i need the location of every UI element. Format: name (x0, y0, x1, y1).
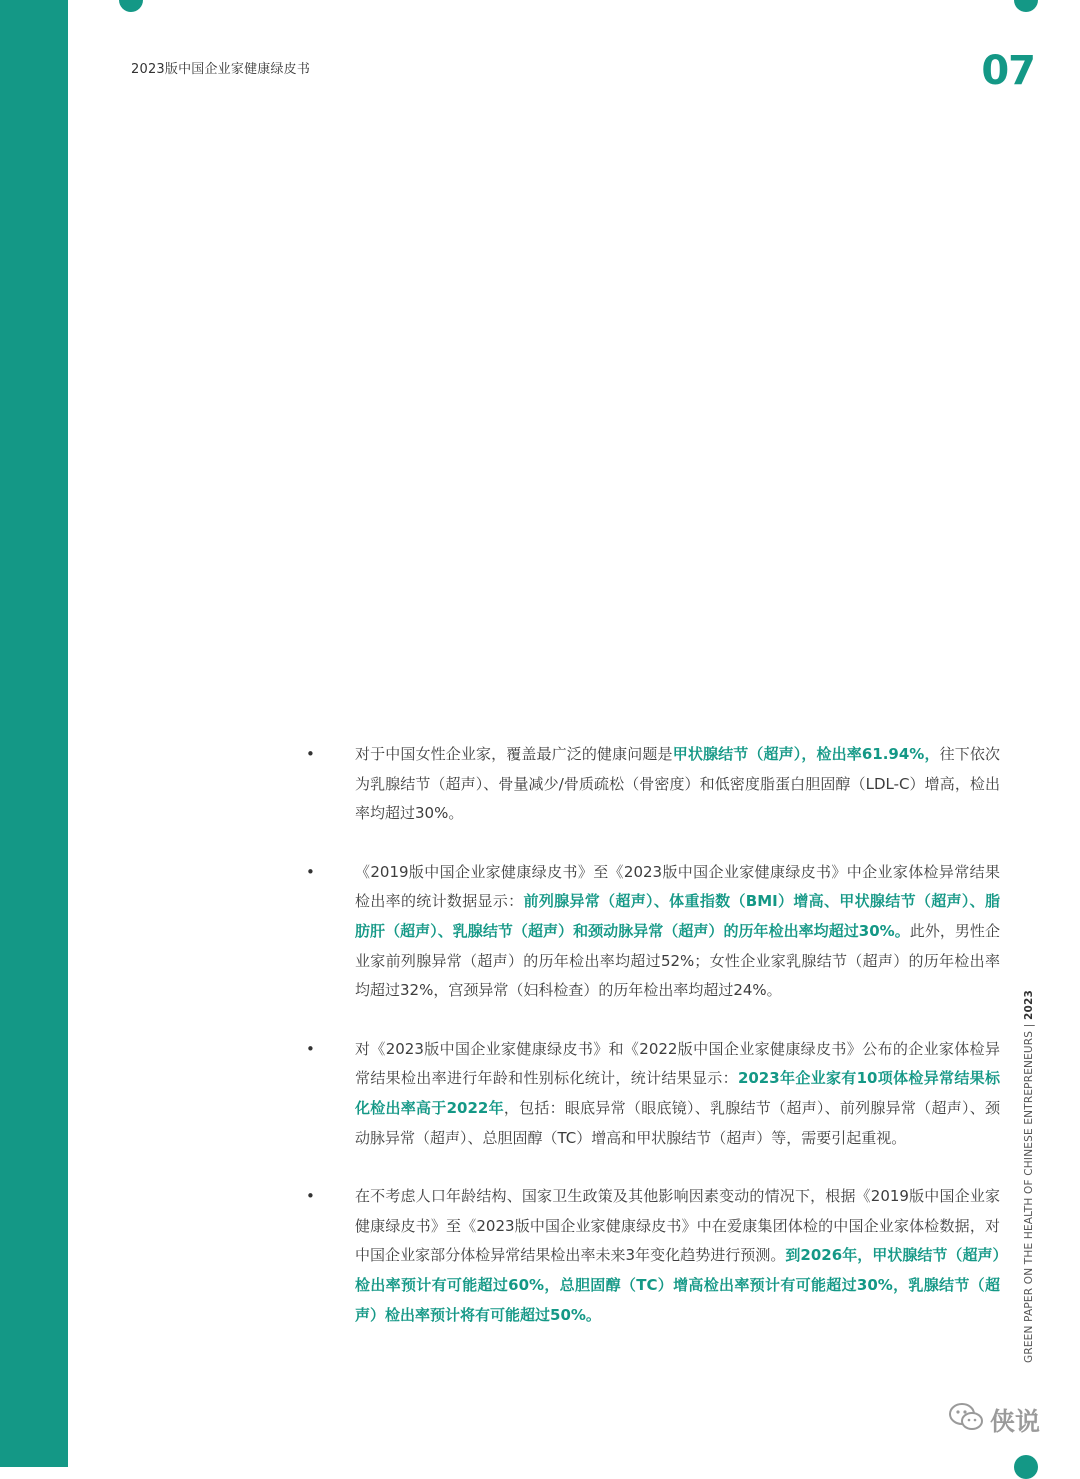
page-number: 07 (981, 48, 1035, 94)
bullet-marker: • (306, 862, 315, 881)
document-title: 2023版中国企业家健康绿皮书 (131, 62, 311, 77)
side-caption-text: GREEN PAPER ON THE HEALTH OF CHINESE ENTREPRENEURS (1023, 1030, 1035, 1363)
decorative-dot-bottom-right (1014, 1455, 1038, 1479)
bullet-list (300, 740, 1000, 1359)
bullet-marker: • (306, 745, 315, 763)
side-caption (1023, 990, 1035, 1363)
left-accent-band (0, 0, 68, 1467)
bullet-text: 对于中国女性企业家，覆盖最广泛的健康问题是甲状腺结节（超声），检出率61.94%，往下依次为乳腺结节（超声）、骨量减少/骨质疏松（骨密度）和低密度脂蛋白胆固醇（LDL-C）增高，检出率均超过30%。 (355, 745, 1000, 823)
side-caption-separator: | (1023, 1023, 1035, 1028)
side-caption-year: 2023 (1023, 989, 1035, 1020)
bullet-item (300, 858, 1000, 1006)
wechat-icon (948, 1402, 984, 1438)
decorative-dot-top-left (119, 0, 143, 12)
bullet-marker: • (306, 1187, 315, 1206)
bullet-item (300, 740, 1000, 829)
bullet-item (300, 1182, 1000, 1330)
decorative-dot-top-right (1014, 0, 1038, 12)
bullet-text: 在不考虑人口年龄结构、国家卫生政策及其他影响因素变动的情况下，根据《2019版中国企业家健康绿皮书》至《2023版中国企业家健康绿皮书》中在爱康集团体检的中国企业家体检数据，对中国企业家部分体检异常结果检出率未来3年变化趋势进行预测。到2026年，甲状腺结节（超声）检出率预计有可能超过60%，总胆固醇（TC）增高检出率预计有可能超过30%，乳腺结节（超声）检出率预计将有可能超过50%。 (355, 1187, 1001, 1324)
bullet-text: 《2019版中国企业家健康绿皮书》至《2023版中国企业家健康绿皮书》中企业家体检异常结果检出率的统计数据显示：前列腺异常（超声）、体重指数（BMI）增高、甲状腺结节（超声）、脂肪肝（超声）、乳腺结节（超声）和颈动脉异常（超声）的历年检出率均超过30%。此外，男性企业家前列腺异常（超声）的历年检出率均超过52%；女性企业家乳腺结节（超声）的历年检出率均超过32%，宫颈异常（妇科检查）的历年检出率均超过24%。 (355, 862, 1000, 1000)
bullet-marker: • (306, 1039, 315, 1058)
bullet-text: 对《2023版中国企业家健康绿皮书》和《2022版中国企业家健康绿皮书》公布的企业家体检异常结果检出率进行年龄和性别标化统计，统计结果显示：2023年企业家有10项体检异常结果标化检出率高于2022年，包括：眼底异常（眼底镜）、乳腺结节（超声）、前列腺异常（超声）、颈动脉异常（超声）、总胆固醇（TC）增高和甲状腺结节（超声）等，需要引起重视。 (355, 1039, 1000, 1147)
wechat-watermark (948, 1400, 1052, 1436)
watermark-text: 侠说 (990, 1407, 1041, 1436)
bullet-item (300, 1035, 1000, 1153)
